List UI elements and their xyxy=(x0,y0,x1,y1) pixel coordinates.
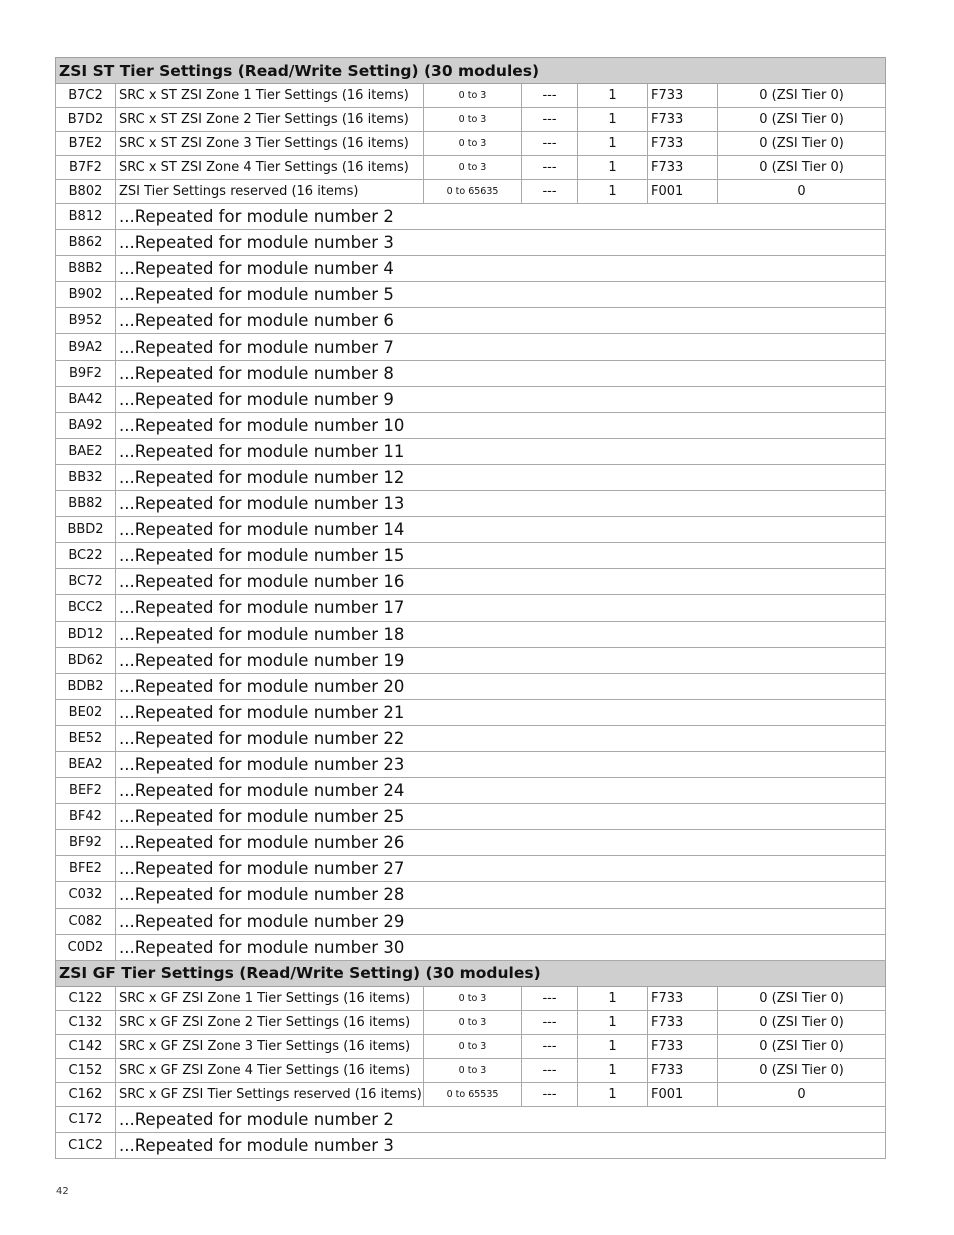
register-format: F001 xyxy=(648,180,718,204)
repeat-note: ...Repeated for module number 18 xyxy=(116,621,886,647)
register-address: C142 xyxy=(56,1034,116,1058)
register-format: F001 xyxy=(648,1082,718,1106)
repeat-note: ...Repeated for module number 30 xyxy=(116,934,886,960)
section-header xyxy=(56,58,886,84)
repeat-row xyxy=(56,569,886,595)
register-step: 1 xyxy=(578,84,648,108)
register-step: 1 xyxy=(578,156,648,180)
register-range: 0 to 3 xyxy=(424,986,522,1010)
register-address: BFE2 xyxy=(56,856,116,882)
register-step: 1 xyxy=(578,1010,648,1034)
repeat-note: ...Repeated for module number 15 xyxy=(116,543,886,569)
register-description: SRC x GF ZSI Zone 3 Tier Settings (16 items) xyxy=(116,1034,424,1058)
repeat-row xyxy=(56,308,886,334)
register-units: --- xyxy=(522,986,578,1010)
register-step: 1 xyxy=(578,1058,648,1082)
repeat-row xyxy=(56,725,886,751)
repeat-row xyxy=(56,1106,886,1132)
repeat-note: ...Repeated for module number 17 xyxy=(116,595,886,621)
repeat-row xyxy=(56,517,886,543)
repeat-row xyxy=(56,1132,886,1158)
repeat-note: ...Repeated for module number 25 xyxy=(116,804,886,830)
repeat-row xyxy=(56,491,886,517)
register-default: 0 (ZSI Tier 0) xyxy=(718,1034,886,1058)
register-address: C162 xyxy=(56,1082,116,1106)
repeat-row xyxy=(56,882,886,908)
repeat-row xyxy=(56,412,886,438)
repeat-row xyxy=(56,934,886,960)
repeat-note: ...Repeated for module number 8 xyxy=(116,360,886,386)
register-range: 0 to 3 xyxy=(424,132,522,156)
register-range: 0 to 3 xyxy=(424,1010,522,1034)
register-address: B9A2 xyxy=(56,334,116,360)
table-row xyxy=(56,1082,886,1106)
register-address: BBD2 xyxy=(56,517,116,543)
register-address: BEF2 xyxy=(56,778,116,804)
repeat-row xyxy=(56,595,886,621)
table-row xyxy=(56,108,886,132)
register-description: SRC x ST ZSI Zone 2 Tier Settings (16 items) xyxy=(116,108,424,132)
repeat-row xyxy=(56,386,886,412)
repeat-row xyxy=(56,256,886,282)
table-row xyxy=(56,1010,886,1034)
repeat-row xyxy=(56,856,886,882)
register-range: 0 to 65635 xyxy=(424,180,522,204)
register-step: 1 xyxy=(578,986,648,1010)
register-default: 0 (ZSI Tier 0) xyxy=(718,1010,886,1034)
repeat-note: ...Repeated for module number 24 xyxy=(116,778,886,804)
register-default: 0 (ZSI Tier 0) xyxy=(718,986,886,1010)
repeat-note: ...Repeated for module number 10 xyxy=(116,412,886,438)
repeat-note: ...Repeated for module number 12 xyxy=(116,464,886,490)
register-default: 0 (ZSI Tier 0) xyxy=(718,1058,886,1082)
register-address: BCC2 xyxy=(56,595,116,621)
repeat-note: ...Repeated for module number 27 xyxy=(116,856,886,882)
register-range: 0 to 3 xyxy=(424,108,522,132)
register-format: F733 xyxy=(648,1058,718,1082)
repeat-row xyxy=(56,360,886,386)
register-address: B862 xyxy=(56,230,116,256)
table-row xyxy=(56,84,886,108)
register-format: F733 xyxy=(648,1010,718,1034)
repeat-note: ...Repeated for module number 5 xyxy=(116,282,886,308)
register-address: BDB2 xyxy=(56,673,116,699)
repeat-row xyxy=(56,334,886,360)
register-address: BEA2 xyxy=(56,751,116,777)
register-step: 1 xyxy=(578,108,648,132)
register-address: BB82 xyxy=(56,491,116,517)
register-address: BD62 xyxy=(56,647,116,673)
register-address: B812 xyxy=(56,204,116,230)
repeat-row xyxy=(56,230,886,256)
register-step: 1 xyxy=(578,180,648,204)
table-row xyxy=(56,132,886,156)
table-row xyxy=(56,1034,886,1058)
register-address: C152 xyxy=(56,1058,116,1082)
register-units: --- xyxy=(522,1010,578,1034)
register-units: --- xyxy=(522,1082,578,1106)
repeat-row xyxy=(56,438,886,464)
register-address: BA92 xyxy=(56,412,116,438)
register-default: 0 (ZSI Tier 0) xyxy=(718,132,886,156)
register-address: B7C2 xyxy=(56,84,116,108)
section-title: ZSI GF Tier Settings (Read/Write Setting) (30 modules) xyxy=(56,960,886,986)
register-description: SRC x ST ZSI Zone 4 Tier Settings (16 items) xyxy=(116,156,424,180)
repeat-row xyxy=(56,282,886,308)
repeat-note: ...Repeated for module number 11 xyxy=(116,438,886,464)
register-description: SRC x GF ZSI Zone 2 Tier Settings (16 items) xyxy=(116,1010,424,1034)
register-default: 0 xyxy=(718,180,886,204)
register-address: C132 xyxy=(56,1010,116,1034)
register-address: BE52 xyxy=(56,725,116,751)
register-units: --- xyxy=(522,1058,578,1082)
register-description: SRC x GF ZSI Zone 1 Tier Settings (16 items) xyxy=(116,986,424,1010)
register-address: C172 xyxy=(56,1106,116,1132)
register-map-table xyxy=(55,57,886,1159)
register-step: 1 xyxy=(578,132,648,156)
register-address: BB32 xyxy=(56,464,116,490)
repeat-note: ...Repeated for module number 16 xyxy=(116,569,886,595)
register-address: BE02 xyxy=(56,699,116,725)
repeat-note: ...Repeated for module number 26 xyxy=(116,830,886,856)
repeat-row xyxy=(56,751,886,777)
repeat-note: ...Repeated for module number 3 xyxy=(116,1132,886,1158)
register-address: B802 xyxy=(56,180,116,204)
register-address: C032 xyxy=(56,882,116,908)
register-units: --- xyxy=(522,180,578,204)
register-default: 0 (ZSI Tier 0) xyxy=(718,156,886,180)
repeat-note: ...Repeated for module number 2 xyxy=(116,204,886,230)
register-address: B902 xyxy=(56,282,116,308)
repeat-note: ...Repeated for module number 21 xyxy=(116,699,886,725)
register-address: BAE2 xyxy=(56,438,116,464)
register-address: BF92 xyxy=(56,830,116,856)
register-address: B7E2 xyxy=(56,132,116,156)
repeat-note: ...Repeated for module number 6 xyxy=(116,308,886,334)
register-format: F733 xyxy=(648,132,718,156)
repeat-note: ...Repeated for module number 13 xyxy=(116,491,886,517)
register-default: 0 xyxy=(718,1082,886,1106)
register-range: 0 to 65535 xyxy=(424,1082,522,1106)
register-step: 1 xyxy=(578,1034,648,1058)
register-address: BF42 xyxy=(56,804,116,830)
repeat-note: ...Repeated for module number 29 xyxy=(116,908,886,934)
register-default: 0 (ZSI Tier 0) xyxy=(718,84,886,108)
register-format: F733 xyxy=(648,84,718,108)
register-address: C0D2 xyxy=(56,934,116,960)
register-address: BD12 xyxy=(56,621,116,647)
repeat-note: ...Repeated for module number 14 xyxy=(116,517,886,543)
repeat-row xyxy=(56,204,886,230)
register-units: --- xyxy=(522,108,578,132)
repeat-row xyxy=(56,908,886,934)
repeat-note: ...Repeated for module number 4 xyxy=(116,256,886,282)
repeat-row xyxy=(56,543,886,569)
repeat-row xyxy=(56,804,886,830)
repeat-note: ...Repeated for module number 20 xyxy=(116,673,886,699)
repeat-row xyxy=(56,830,886,856)
register-address: B8B2 xyxy=(56,256,116,282)
register-address: B7F2 xyxy=(56,156,116,180)
register-units: --- xyxy=(522,132,578,156)
repeat-row xyxy=(56,699,886,725)
repeat-row xyxy=(56,464,886,490)
table-row xyxy=(56,1058,886,1082)
register-address: BA42 xyxy=(56,386,116,412)
register-units: --- xyxy=(522,156,578,180)
repeat-note: ...Repeated for module number 2 xyxy=(116,1106,886,1132)
register-description: SRC x GF ZSI Tier Settings reserved (16 items) xyxy=(116,1082,424,1106)
table-row xyxy=(56,180,886,204)
register-range: 0 to 3 xyxy=(424,1058,522,1082)
repeat-note: ...Repeated for module number 3 xyxy=(116,230,886,256)
section-header xyxy=(56,960,886,986)
register-units: --- xyxy=(522,84,578,108)
register-description: SRC x GF ZSI Zone 4 Tier Settings (16 items) xyxy=(116,1058,424,1082)
register-address: B952 xyxy=(56,308,116,334)
register-address: B7D2 xyxy=(56,108,116,132)
register-address: BC22 xyxy=(56,543,116,569)
register-range: 0 to 3 xyxy=(424,1034,522,1058)
register-description: ZSI Tier Settings reserved (16 items) xyxy=(116,180,424,204)
register-format: F733 xyxy=(648,156,718,180)
register-address: BC72 xyxy=(56,569,116,595)
register-description: SRC x ST ZSI Zone 3 Tier Settings (16 items) xyxy=(116,132,424,156)
register-range: 0 to 3 xyxy=(424,156,522,180)
register-default: 0 (ZSI Tier 0) xyxy=(718,108,886,132)
register-format: F733 xyxy=(648,108,718,132)
register-map-body xyxy=(56,58,886,1159)
repeat-note: ...Repeated for module number 9 xyxy=(116,386,886,412)
table-row xyxy=(56,156,886,180)
table-row xyxy=(56,986,886,1010)
register-format: F733 xyxy=(648,986,718,1010)
register-description: SRC x ST ZSI Zone 1 Tier Settings (16 items) xyxy=(116,84,424,108)
register-units: --- xyxy=(522,1034,578,1058)
repeat-row xyxy=(56,673,886,699)
register-address: C082 xyxy=(56,908,116,934)
repeat-row xyxy=(56,778,886,804)
register-address: C1C2 xyxy=(56,1132,116,1158)
repeat-row xyxy=(56,647,886,673)
register-address: B9F2 xyxy=(56,360,116,386)
repeat-note: ...Repeated for module number 19 xyxy=(116,647,886,673)
repeat-note: ...Repeated for module number 28 xyxy=(116,882,886,908)
repeat-note: ...Repeated for module number 22 xyxy=(116,725,886,751)
page-number: 42 xyxy=(56,1186,69,1197)
register-format: F733 xyxy=(648,1034,718,1058)
register-range: 0 to 3 xyxy=(424,84,522,108)
section-title: ZSI ST Tier Settings (Read/Write Setting) (30 modules) xyxy=(56,58,886,84)
repeat-note: ...Repeated for module number 23 xyxy=(116,751,886,777)
repeat-row xyxy=(56,621,886,647)
register-address: C122 xyxy=(56,986,116,1010)
repeat-note: ...Repeated for module number 7 xyxy=(116,334,886,360)
register-step: 1 xyxy=(578,1082,648,1106)
